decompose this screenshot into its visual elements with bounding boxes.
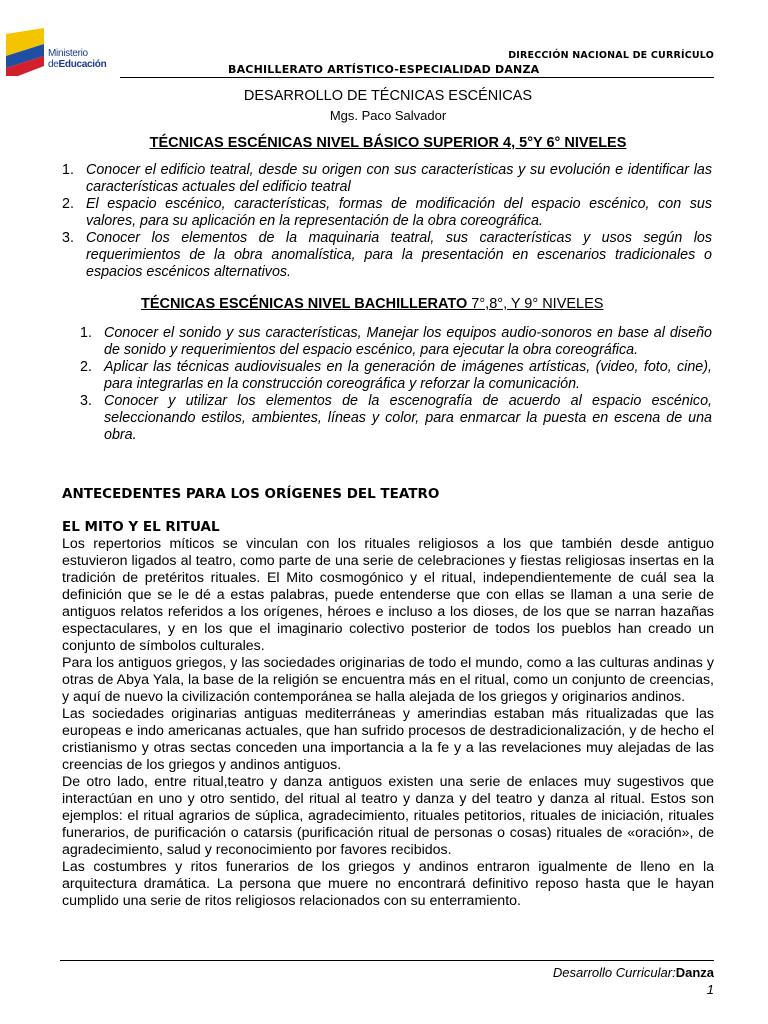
body-text xyxy=(62,536,714,910)
document-author: Mgs. Paco Salvador xyxy=(329,108,447,123)
logo-line2-prefix: de xyxy=(48,59,59,70)
paragraph: Los repertorios míticos se vinculan con los rituales religiosos a los que también desde antiguo estuvieron ligados al teatro, como parte de una serie de celebraciones y fiestas religiosas insertas en la tradición de pretéritos rituales. El Mito cosmogónico y el ritual, independientemente de cuál sea la definición que se le dé a estas palabras, puede entenderse que con ellas se llaman a una serie de antiguos relatos referidos a los orígenes, héroes e incluso a los dioses, de los que se narran hazañas espectaculares, y en los que el imaginario colectivo posterior de todos los pueblos han creado un conjunto de símbolos culturales. xyxy=(62,536,714,654)
list-text: Aplicar las técnicas audiovisuales en la generación de imágenes artísticas, (video, foto, cine), para integrarlas en la construcción coreográfica y reforzar la comunicación. xyxy=(104,359,712,392)
list-number: 2. xyxy=(80,359,92,375)
logo-line2-bold: Educación xyxy=(58,59,107,70)
list-item xyxy=(60,162,712,196)
list-number: 2. xyxy=(62,196,74,212)
document-title: DESARROLLO DE TÉCNICAS ESCÉNICAS xyxy=(243,88,533,104)
section2-list xyxy=(78,325,712,444)
section1-heading: TÉCNICAS ESCÉNICAS NIVEL BÁSICO SUPERIOR 4, 5°Y 6° NIVELES xyxy=(149,135,627,151)
footer-label xyxy=(553,965,714,980)
antecedentes-heading: ANTECEDENTES PARA LOS ORÍGENES DEL TEATRO xyxy=(62,486,440,502)
header-right: DIRECCIÓN NACIONAL DE CURRÍCULO xyxy=(508,50,714,61)
section2-heading xyxy=(141,296,603,312)
mito-heading: EL MITO Y EL RITUAL xyxy=(62,519,220,535)
header-divider xyxy=(120,77,714,78)
footer-label-text: Desarrollo Curricular: xyxy=(552,965,676,980)
list-text: Conocer el sonido y sus características, Manejar los equipos audio-sonoros en base al diseño de sonido y requerimientos del espacio escénico, para ejecutar la obra coreográfica. xyxy=(104,325,712,358)
list-item xyxy=(78,325,712,359)
list-number: 1. xyxy=(62,162,74,178)
list-number: 1. xyxy=(80,325,92,341)
list-text: Conocer los elementos de la maquinaria teatral, sus características y usos según los requerimientos de la obra anomalística, para la presentación en escenarios tradicionales o espacios escénicos alternativos. xyxy=(86,230,712,280)
section1-list xyxy=(60,162,712,281)
section2-heading-rest: 7°,8°, Y 9° NIVELES xyxy=(467,296,604,312)
paragraph: Para los antiguos griegos, y las sociedades originarias de todo el mundo, como a las culturas andinas y otras de Abya Yala, la base de la religión se encuentra más en el ritual, como un conjunto de creencias, y aquí de nuevo la civilización contemporánea se halla alejada de los griegos y originarios andinos. xyxy=(62,655,714,705)
header-main: BACHILLERATO ARTÍSTICO-ESPECIALIDAD DANZA xyxy=(228,63,540,76)
paragraph: Las sociedades originarias antiguas mediterráneas y amerindias estaban más ritualizadas que las europeas e indo americanas actuales, que han sufrido procesos de destradicionalización, y de hecho el cristianismo y otras sectas conceden una importancia a la fe y a las revelaciones muy alejadas de las creencias de los griegos y andinos antiguos. xyxy=(62,706,714,773)
list-number: 3. xyxy=(80,393,92,409)
list-item xyxy=(60,230,712,281)
list-text: Conocer el edificio teatral, desde su origen con sus características y su evolución e identificar las características actuales del edificio teatral xyxy=(86,162,712,195)
logo-text xyxy=(48,48,106,70)
list-item xyxy=(78,393,712,444)
section2-heading-bold: TÉCNICAS ESCÉNICAS NIVEL BACHILLERATO xyxy=(141,296,468,312)
logo-line1: Ministerio xyxy=(48,48,88,59)
footer-label-bold: Danza xyxy=(675,965,714,980)
list-number: 3. xyxy=(62,230,74,246)
list-item xyxy=(60,196,712,230)
list-text: Conocer y utilizar los elementos de la escenografía de acuerdo al espacio escénico, seleccionando estilos, ambientes, líneas y color, para enmarcar la puesta en escena de una obra. xyxy=(104,393,712,443)
footer-divider xyxy=(60,960,714,961)
paragraph: Las costumbres y ritos funerarios de los griegos y andinos entraron igualmente de lleno en la arquitectura dramática. La persona que muere no encontrará definitivo reposo hasta que le hayan cumplido una serie de ritos religiosos relacionados con su enterramiento. xyxy=(62,859,714,909)
list-text: El espacio escénico, características, formas de modificación del espacio escénico, con sus valores, para su aplicación en la representación de la obra coreográfica. xyxy=(86,196,712,229)
paragraph: De otro lado, entre ritual,teatro y danza antiguos existen una serie de enlaces muy sugestivos que interactúan en uno y otro sentido, del ritual al teatro y danza y del teatro y danza al ritual. Estos son ejemplos: el ritual agrarios de súplica, agradecimiento, rituales petitorios, rituales de iniciación, rituales funerarios, de purificación o catarsis (purificación ritual de personas o cosas) rituales de «oración», de agradecimiento, salud y reconocimiento por favores recibidos. xyxy=(62,774,714,858)
list-item xyxy=(78,359,712,393)
page-number: 1 xyxy=(706,982,714,997)
